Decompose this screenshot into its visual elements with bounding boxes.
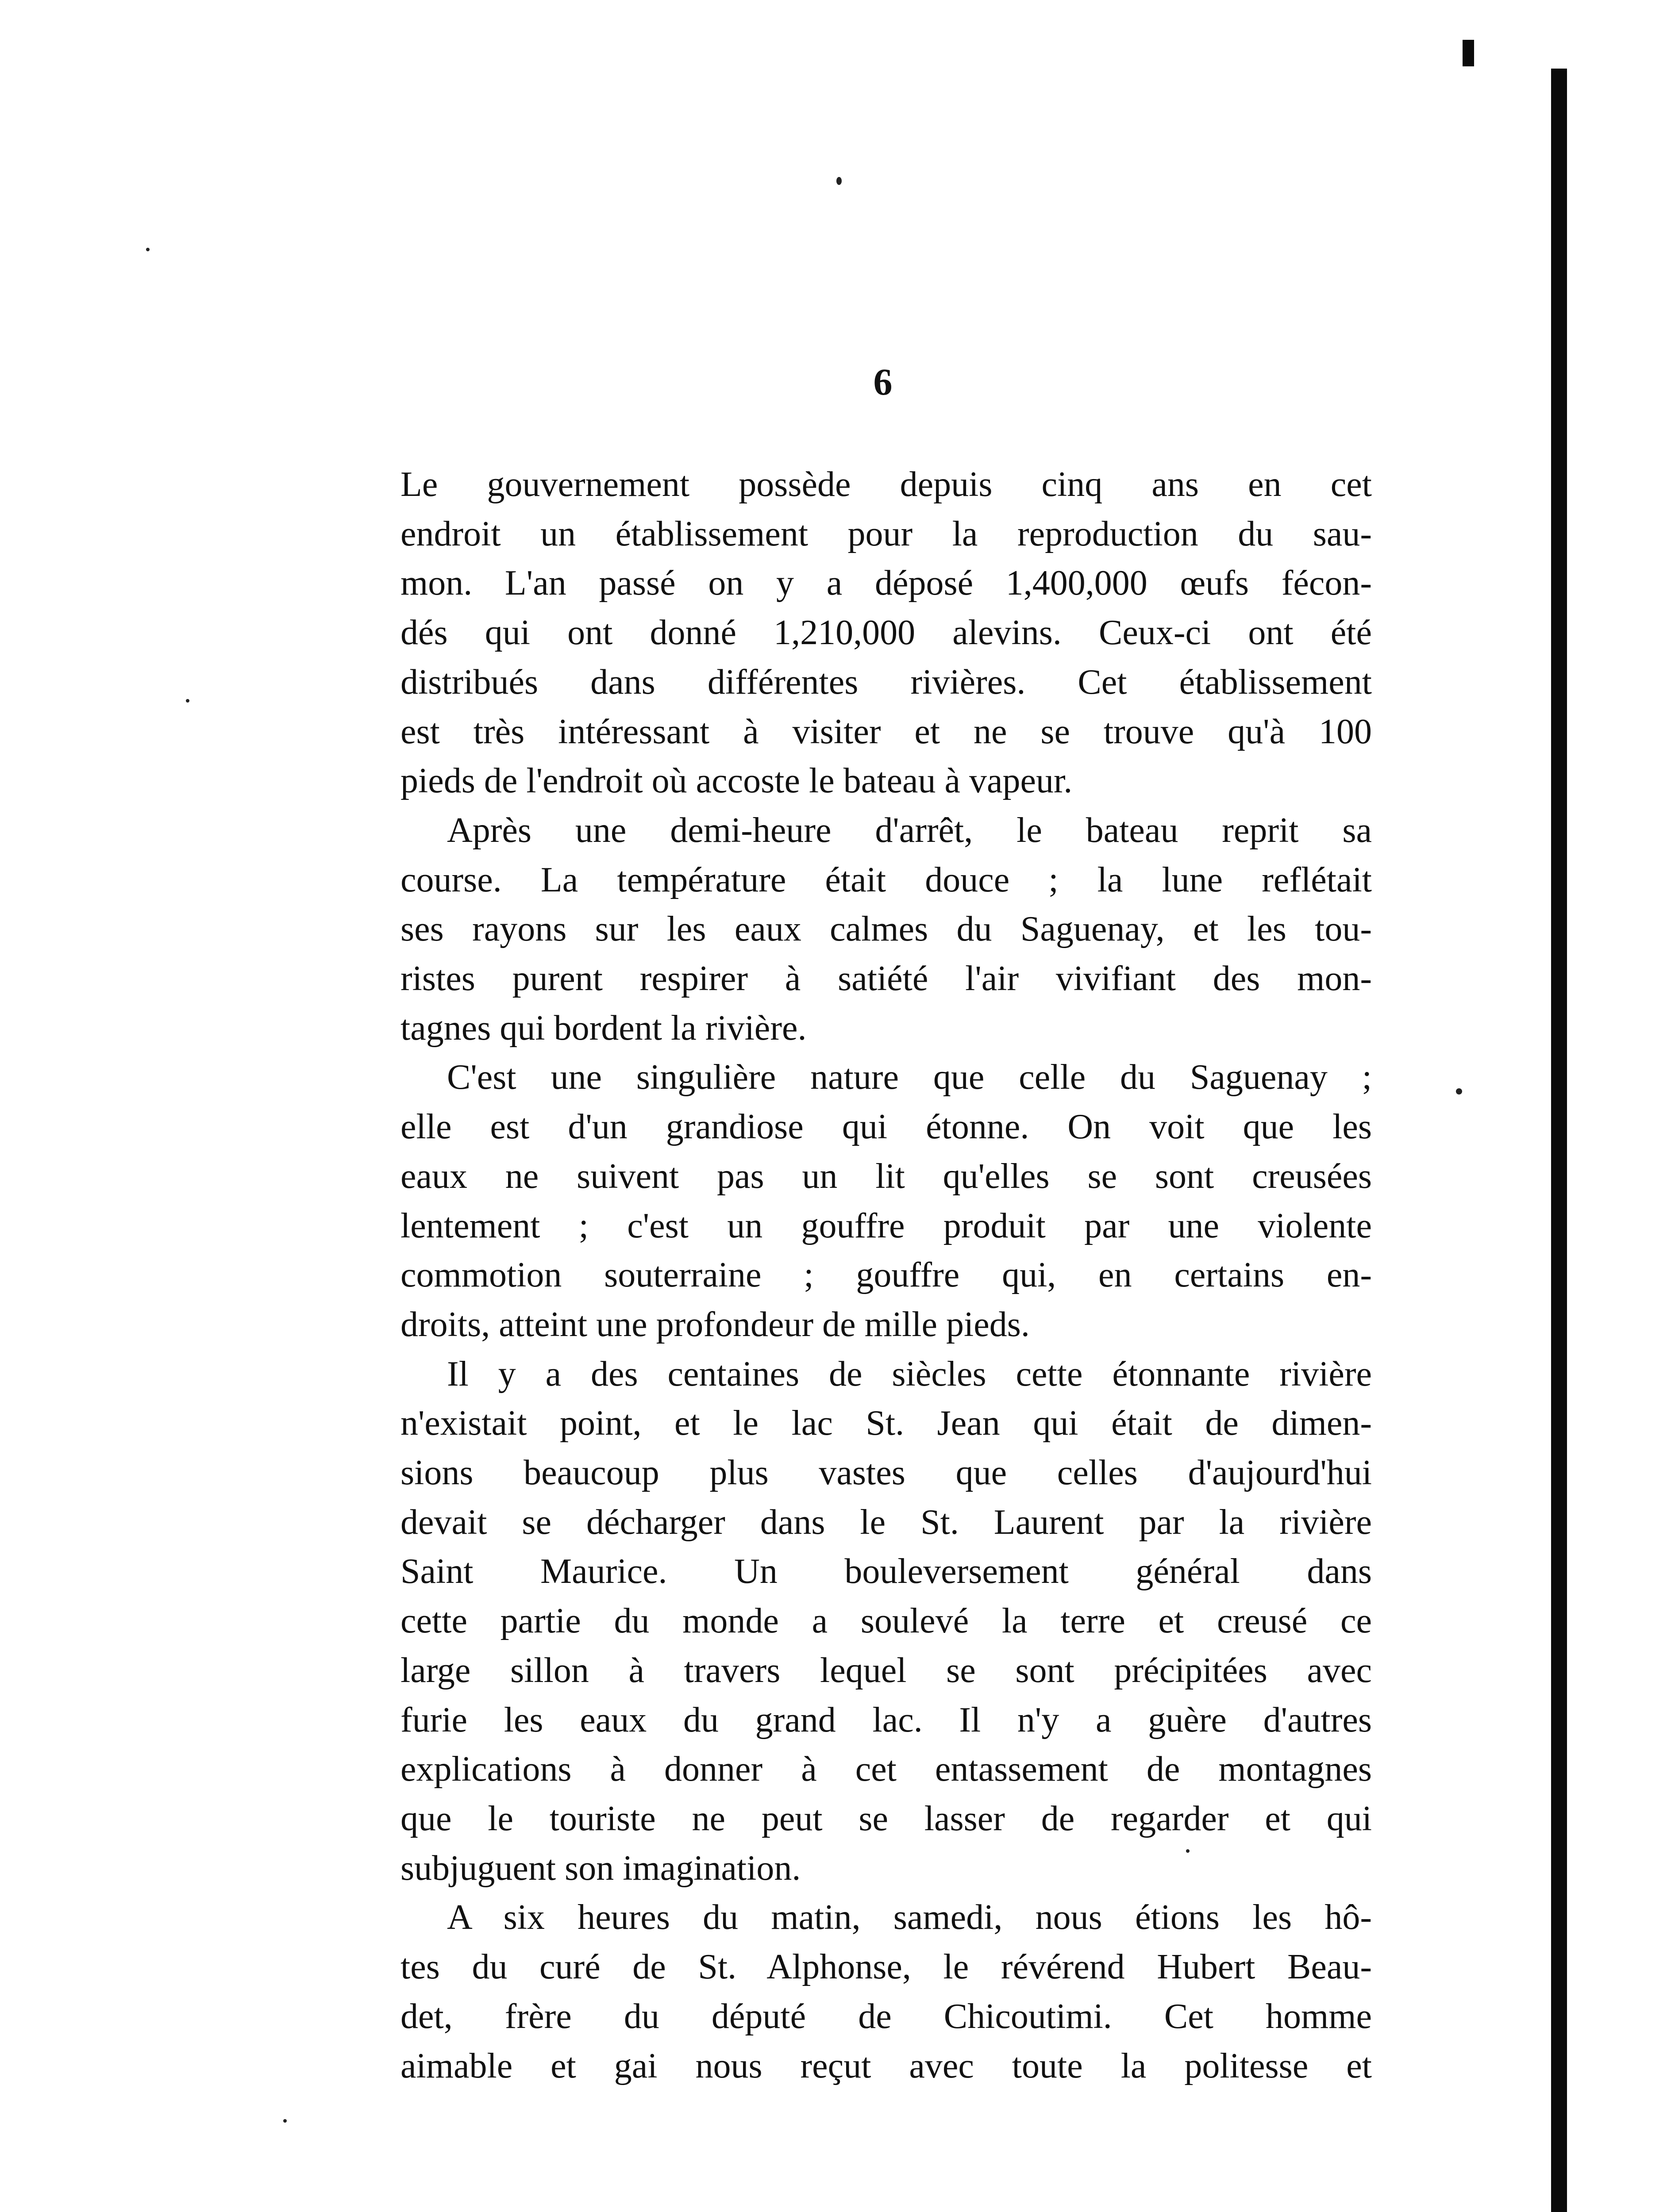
text-line: furie les eaux du grand lac. Il n'y a guère d'autres <box>400 1700 1372 1740</box>
binding-edge <box>1551 69 1567 2212</box>
text-line: commotion souterraine ; gouffre qui, en certains en- <box>400 1256 1372 1295</box>
text-line: lentement ; c'est un gouffre produit par une violente <box>400 1206 1372 1245</box>
text-line: Il y a des centaines de siècles cette étonnante rivière <box>447 1354 1372 1394</box>
text-line: C'est une singulière nature que celle du Saguenay ; <box>447 1058 1372 1097</box>
text-line: Le gouvernement possède depuis cinq ans en cet <box>400 465 1372 504</box>
text-line: large sillon à travers lequel se sont précipitées avec <box>400 1651 1372 1690</box>
body-text <box>400 460 1372 2091</box>
text-line: elle est d'un grandiose qui étonne. On voit que les <box>400 1107 1372 1147</box>
text-line: devait se décharger dans le St. Laurent par la rivière <box>400 1502 1372 1542</box>
paragraph <box>400 806 1372 1053</box>
text-line: A six heures du matin, samedi, nous étions les hô- <box>447 1898 1372 1937</box>
text-line: det, frère du député de Chicoutimi. Cet homme <box>400 1997 1372 2036</box>
text-line: pieds de l'endroit où accoste le bateau à vapeur. <box>400 761 1073 801</box>
text-line: Après une demi-heure d'arrêt, le bateau reprit sa <box>447 810 1372 850</box>
text-line: tagnes qui bordent la rivière. <box>400 1008 807 1048</box>
scan-speck <box>186 699 189 703</box>
paragraph <box>400 1053 1372 1349</box>
text-line: aimable et gai nous reçut avec toute la politesse et <box>400 2046 1372 2085</box>
paragraph <box>400 1350 1372 1893</box>
text-line: droits, atteint une profondeur de mille pieds. <box>400 1305 1030 1344</box>
binding-mark <box>1463 40 1474 66</box>
text-line: cette partie du monde a soulevé la terre et creusé ce <box>400 1601 1372 1641</box>
text-line: course. La température était douce ; la lune reflétait <box>400 860 1372 899</box>
scan-speck <box>836 177 842 185</box>
text-line: distribués dans différentes rivières. Cet établissement <box>400 662 1372 702</box>
text-line: subjuguent son imagination. <box>400 1848 801 1888</box>
text-line: mon. L'an passé on y a déposé 1,400,000 œufs fécon- <box>400 564 1372 603</box>
text-line: explications à donner à cet entassement de montagnes <box>400 1750 1372 1789</box>
text-line: sions beaucoup plus vastes que celles d'aujourd'hui <box>400 1453 1372 1493</box>
page-number: 6 <box>873 361 893 403</box>
scan-speck <box>146 248 150 251</box>
text-line: n'existait point, et le lac St. Jean qui était de dimen- <box>400 1404 1372 1443</box>
text-line: dés qui ont donné 1,210,000 alevins. Ceux-ci ont été <box>400 613 1372 653</box>
text-line: eaux ne suivent pas un lit qu'elles se sont creusées <box>400 1156 1372 1196</box>
scan-speck <box>283 2119 287 2123</box>
text-line: endroit un établissement pour la reproduction du sau- <box>400 514 1372 553</box>
paragraph <box>400 1893 1372 2091</box>
text-line: Saint Maurice. Un bouleversement général dans <box>400 1552 1372 1591</box>
text-line: que le touriste ne peut se lasser de regarder et qui <box>400 1799 1372 1838</box>
text-line: ristes purent respirer à satiété l'air vivifiant des mon- <box>400 959 1372 998</box>
text-line: ses rayons sur les eaux calmes du Saguenay, et les tou- <box>400 910 1372 949</box>
scan-speck <box>1456 1088 1462 1094</box>
text-line: tes du curé de St. Alphonse, le révérend Hubert Beau- <box>400 1947 1372 1987</box>
paragraph <box>400 460 1372 806</box>
text-line: est très intéressant à visiter et ne se trouve qu'à 100 <box>400 712 1372 751</box>
